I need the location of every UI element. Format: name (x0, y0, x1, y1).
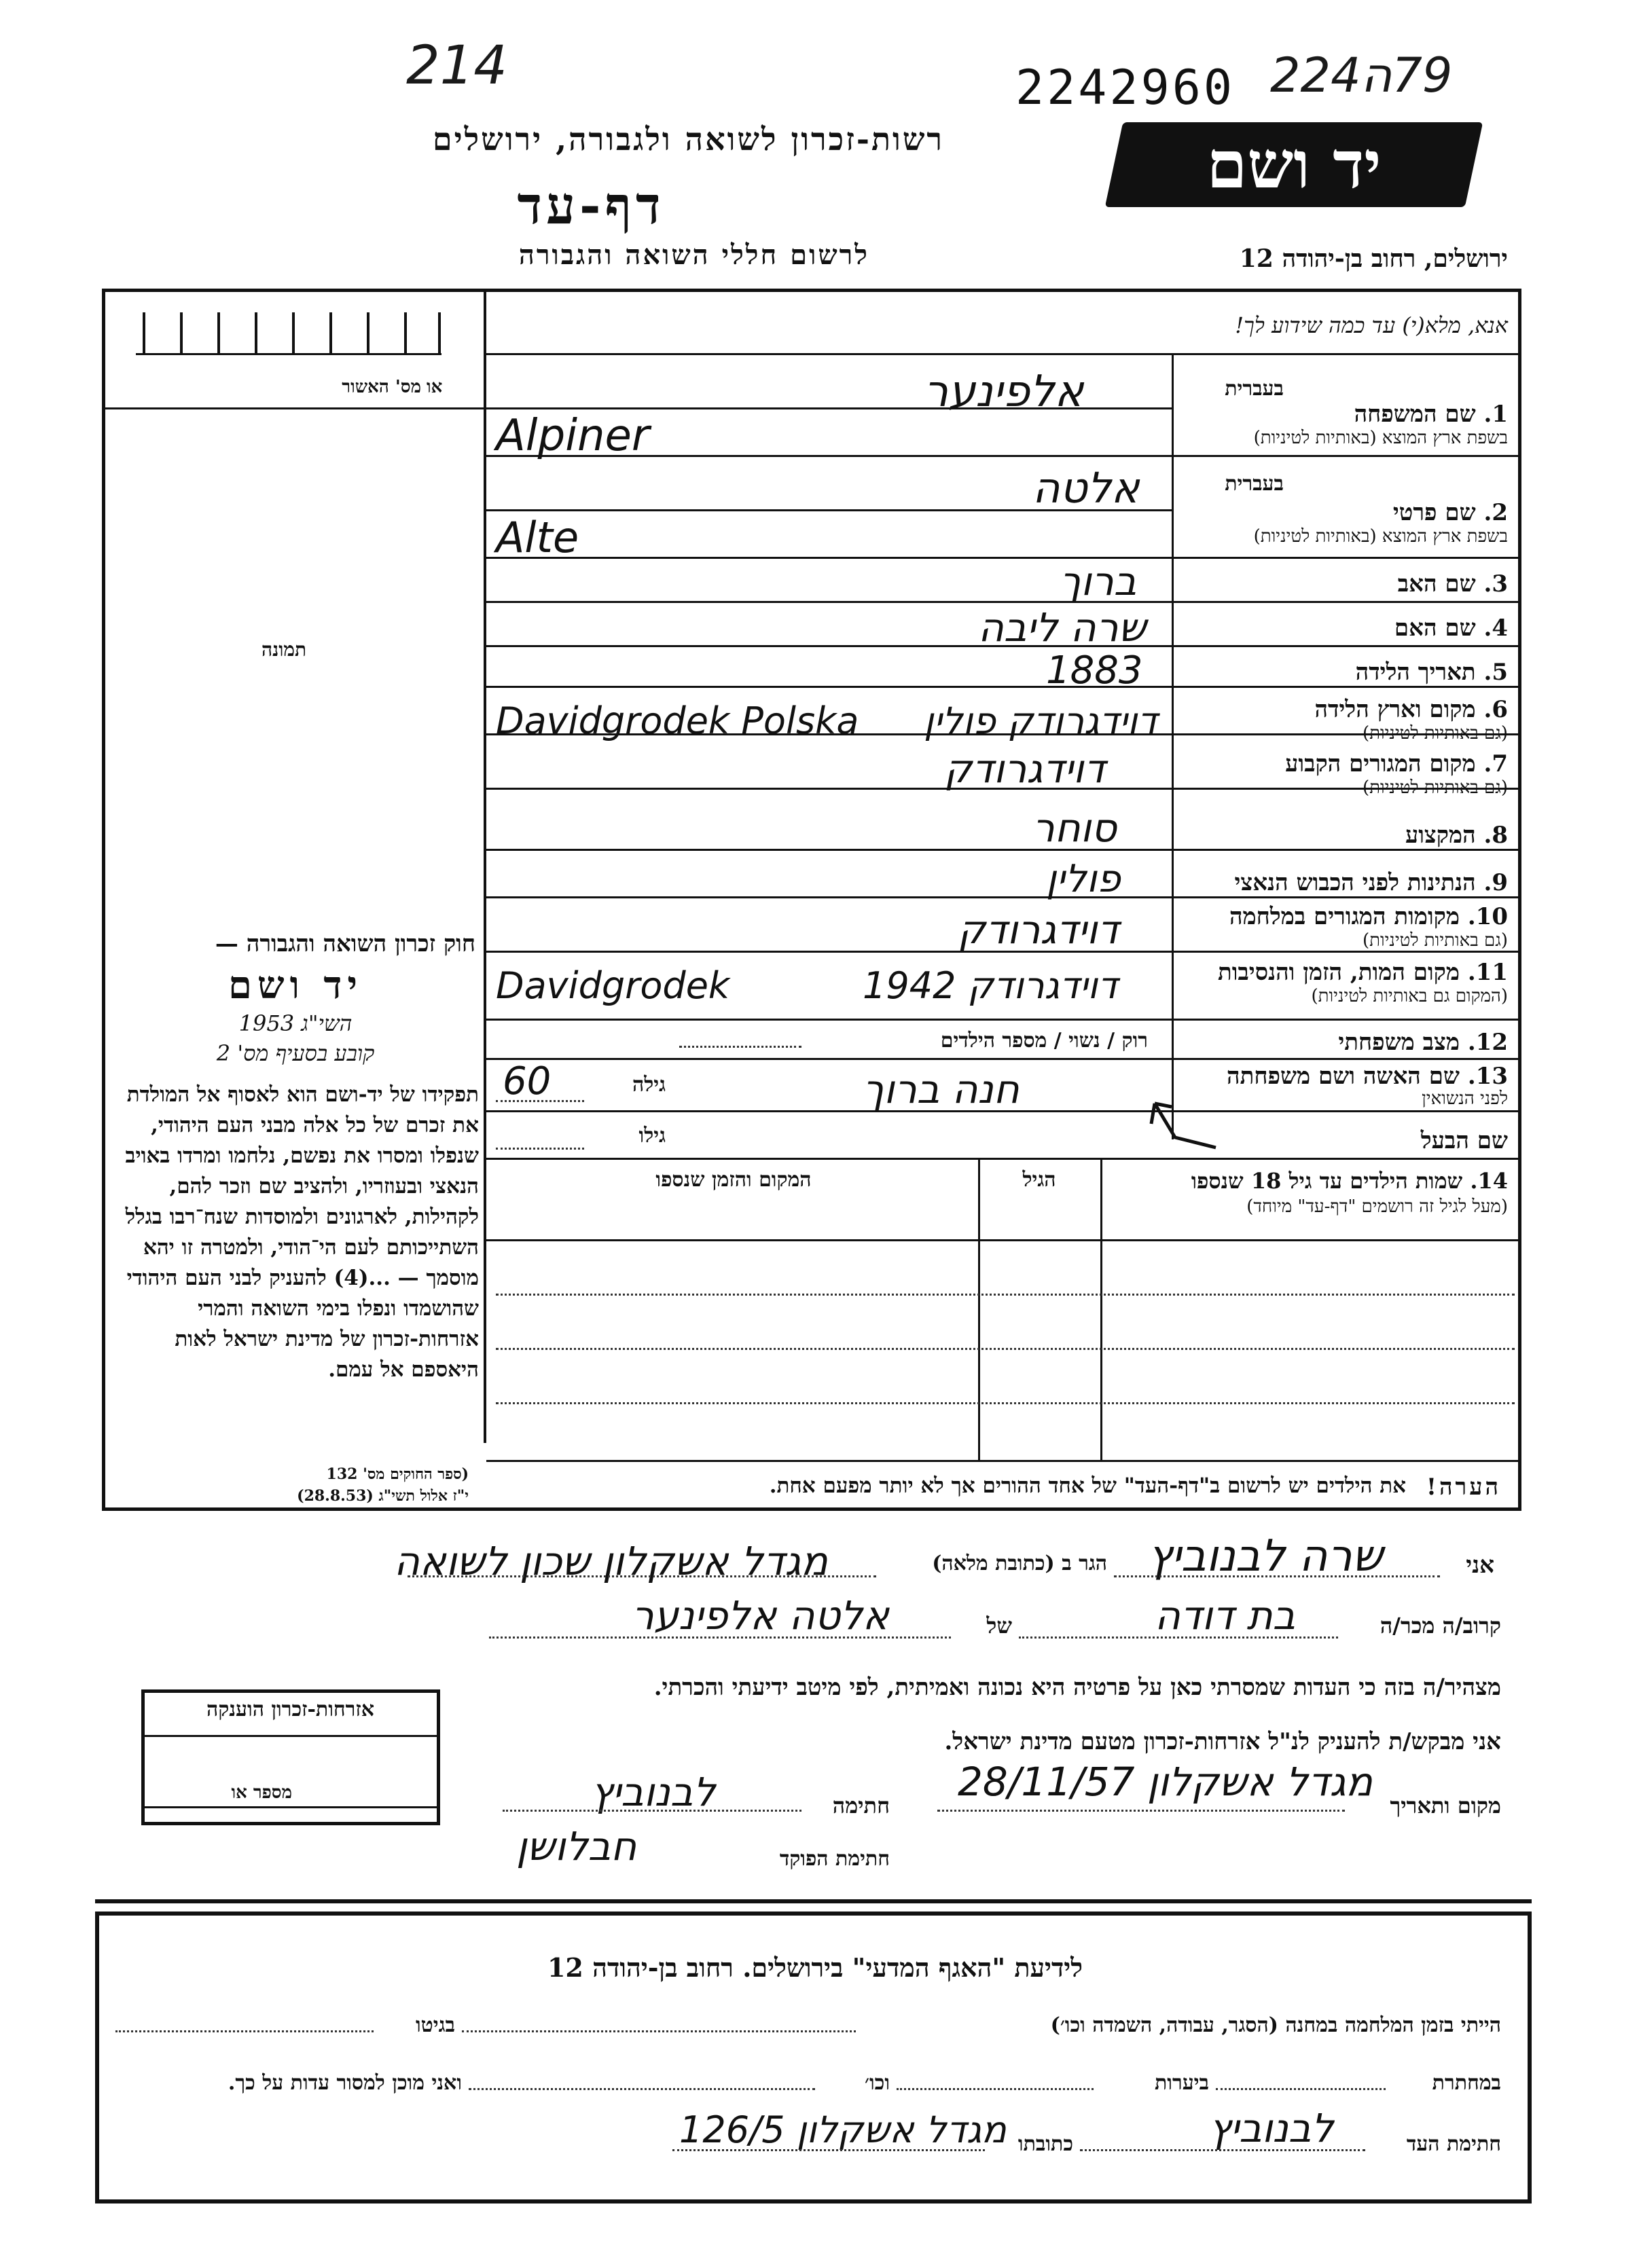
in-hebrew-2: בעברית (1225, 472, 1284, 496)
stamp-number-handwritten: 79ה224 (1270, 48, 1453, 103)
form-title: דף-עד (517, 175, 665, 236)
approval-boxes (136, 312, 441, 353)
field-2-hebrew-value[interactable]: אלטה (1032, 463, 1140, 513)
officer-label: חתימת הפוקד (779, 1847, 890, 1871)
field-3-value[interactable]: ברוך (1060, 558, 1137, 604)
field-8-label: 8. המקצוע (1405, 822, 1508, 849)
field-11-hebrew-value[interactable]: דוידגרודק 1942 (863, 964, 1118, 1007)
footer-line2-a: במחתרת (1432, 2071, 1501, 2095)
footer-line2-d: ואני מוכן למסור עדות על כך. (228, 2071, 462, 2095)
signature-value[interactable]: לבנוביץ (591, 1769, 716, 1815)
note-text: את הילדים יש לרשום ב"דף-העד" של אחד ההורים אך לא יותר מפעם אחת. (769, 1474, 1406, 1498)
field-12-label: 12. מצב משפחתי (1338, 1029, 1508, 1056)
law-text: תפקידו של יד-ושם הוא לאסוף אל המולדת את זכרם של כל אלה מבני העם היהודי, שנפלו ומסרו את נפשם, נלחמו ומרדו באויב הנאצי ובעוזריו, ולהציב שם וזכר להם, לקהילות, לארגונים ולמוסדות שנח־רבו בגלל השתייכותם לעם הי־הודי, ולמטרה זו יהא מוסמך — ...(4) להעניק לבני העם היהודי שהושמדו ונפלו בימי השואה והמרי אזרחות-זכרון של מדינת ישראל לאות היאספם אל עמם. (125, 1082, 479, 1382)
law-name: יד ושם (228, 963, 363, 1008)
field-9-value[interactable]: פולין (1046, 857, 1121, 901)
footer-line1-a: הייתי בזמן המלחמה במחנה (הסגר, עבודה, השמדה וכו׳) (1050, 2013, 1501, 2037)
field-13-sub: לפני הנשואין (1422, 1089, 1508, 1109)
field-13-value[interactable]: חנה ברוך (863, 1066, 1020, 1112)
yad-vashem-logo (1105, 122, 1483, 207)
footer-line1-b: בגיטו (415, 2013, 455, 2037)
field-10-label: 10. מקומות המגורים במלחמה (1229, 903, 1508, 930)
request-text: אני מבקש/ת להעניק לנ"ל אזרחות-זכרון מטעם מדינת ישראל. (944, 1728, 1501, 1755)
place-date-value[interactable]: מגדל אשקלון 28/11/57 (958, 1759, 1373, 1805)
resides-label: הגר ב (כתובת מלאה) (932, 1552, 1107, 1575)
officer-value[interactable]: חבלושן (516, 1823, 637, 1869)
law-ref-1: (ספר החוקים מס' 132 (326, 1465, 469, 1483)
field-1-hebrew-value[interactable]: אלפינער (924, 367, 1084, 417)
field-14-label: 14. שמות הילדים עד גיל 18 שנספו (1191, 1168, 1508, 1194)
citizenship-box-title: אזרחות-זכרון הוענקה (206, 1698, 375, 1721)
field-7-value[interactable]: דוידגרודק (944, 746, 1106, 792)
field-2-label: 2. שם פרטי (1392, 499, 1508, 526)
footer-title: לידיעת "האגף המדעי" בירושלים. רחוב בן-יהודה 12 (547, 1952, 1083, 1983)
in-hebrew-1: בעברית (1225, 377, 1284, 401)
logo-text: יד ושם (1206, 126, 1382, 203)
field-1-label: 1. שם המשפחה (1354, 401, 1508, 428)
field-14-sub: (מעל לגיל זה רושמים "דף-עד" מיוחד) (1246, 1196, 1508, 1217)
footer-line2-b: ביערות (1154, 2071, 1209, 2095)
witness-address-label: כתובתו (1017, 2132, 1073, 2156)
approval-no-mark: או (427, 377, 443, 397)
field-1-sub: בשפת ארץ המוצא (באותיות לטיניות) (1253, 428, 1508, 448)
field-10-sub: (גם באותיות לטיניות) (1362, 930, 1508, 951)
field-4-value[interactable]: שרה ליבה (978, 604, 1147, 651)
law-section: קובע בסעיף מס' 2 (216, 1040, 375, 1066)
place-date-label: מקום ותאריך (1390, 1793, 1501, 1818)
field-4-label: 4. שם האם (1394, 615, 1508, 642)
form-subtitle: לרשום חללי השואה והגבורה (518, 239, 869, 271)
field-2-latin-value[interactable]: Alte (496, 513, 579, 562)
i-label: אני (1466, 1552, 1494, 1579)
note-label: הערה! (1426, 1474, 1501, 1501)
field-11-latin-value[interactable]: Davidgrodek (496, 964, 730, 1007)
footer-line2-c: וכו׳ (865, 2071, 890, 2095)
field-6-sub: (גם באותיות לטיניות) (1362, 723, 1508, 744)
witness-address-value[interactable]: מגדל אשקלון 126/5 (679, 2108, 1007, 2151)
field-8-value[interactable]: סוחר (1032, 805, 1117, 851)
field-10-value[interactable]: דוידגרודק (958, 907, 1119, 953)
law-title: חוק זכרון השואה והגבורה — (215, 930, 475, 957)
declarant-address[interactable]: מגדל אשקלון שכון לשואה (394, 1538, 828, 1584)
field-5-value[interactable]: 1883 (1046, 648, 1143, 693)
field-9-label: 9. הנתינות לפני הכבוש הנאצי (1234, 869, 1508, 896)
signature-label: חתימה (832, 1793, 890, 1818)
field-7-label: 7. מקום המגורים הקבוע (1285, 750, 1508, 778)
age-label: גילה (632, 1073, 666, 1097)
field-6-latin-value[interactable]: Davidgrodek Polska (496, 699, 859, 742)
husband-age-label: גילו (638, 1124, 666, 1148)
declarant-name[interactable]: שרה לבנוביץ (1148, 1531, 1383, 1581)
field-11-label: 11. מקום המות, הזמן והנסיבות (1217, 959, 1508, 986)
approval-no-label: מס' האשור (342, 377, 421, 397)
of-value[interactable]: אלטה אלפינער (632, 1592, 889, 1639)
field-11-sub: (המקום גם באותיות לטיניות) (1311, 986, 1508, 1006)
declare-text: מצהיר/ה בזה כי העדות שמסרתי כאן על פרטיה היא נכונה ואמיתית, לפי מיטב ידיעתי והכרתי. (653, 1674, 1501, 1701)
institution-name: רשות-זכרון לשואה ולגבורה, ירושלים (432, 121, 944, 158)
of-label: של (986, 1613, 1012, 1639)
photo-label: תמונה (262, 638, 307, 661)
address: ירושלים, רחוב בן-יהודה 12 (1239, 244, 1508, 273)
relative-value[interactable]: בת דודה (1155, 1592, 1296, 1639)
field-12-options: רוק / נשוי / מספר הילדים (940, 1029, 1148, 1053)
col-place-header: המקום והזמן שנספו (655, 1168, 812, 1192)
field-3-label: 3. שם האב (1397, 570, 1508, 598)
age-value[interactable]: 60 (503, 1059, 552, 1103)
witness-sig-value[interactable]: לבנוביץ (1209, 2105, 1334, 2151)
law-year: השי"ג 1953 (238, 1010, 353, 1036)
citizenship-box-no: מספר או (231, 1782, 292, 1803)
stamp-number: 2242960 (1015, 60, 1236, 115)
field-6-label: 6. מקום וארץ הלידה (1314, 696, 1508, 723)
law-ref-2: י"ז אלול תשי"ג (28.8.53) (297, 1487, 469, 1505)
relative-label: קרוב/ה מכר/ה (1379, 1613, 1501, 1639)
husband-label: שם הבעל (1420, 1127, 1508, 1154)
handwritten-number: 214 (406, 35, 507, 96)
field-7-sub: (גם באותיות לטיניות) (1362, 778, 1508, 798)
col-age-header: הגיל (1022, 1168, 1056, 1192)
field-13-label: 13. שם האשה ושם משפחתה (1227, 1063, 1508, 1090)
field-1-latin-value[interactable]: Alpiner (496, 411, 650, 461)
witness-sig-label: חתימת העד (1406, 2132, 1501, 2156)
intro-text: אנא, מלא(י) עד כמה שידוע לך! (1235, 312, 1508, 338)
field-2-sub: בשפת ארץ המוצא (באותיות לטיניות) (1253, 526, 1508, 547)
field-5-label: 5. תאריך הלידה (1355, 659, 1508, 686)
field-6-hebrew-value[interactable]: דוידגרודק פולין (924, 699, 1158, 742)
